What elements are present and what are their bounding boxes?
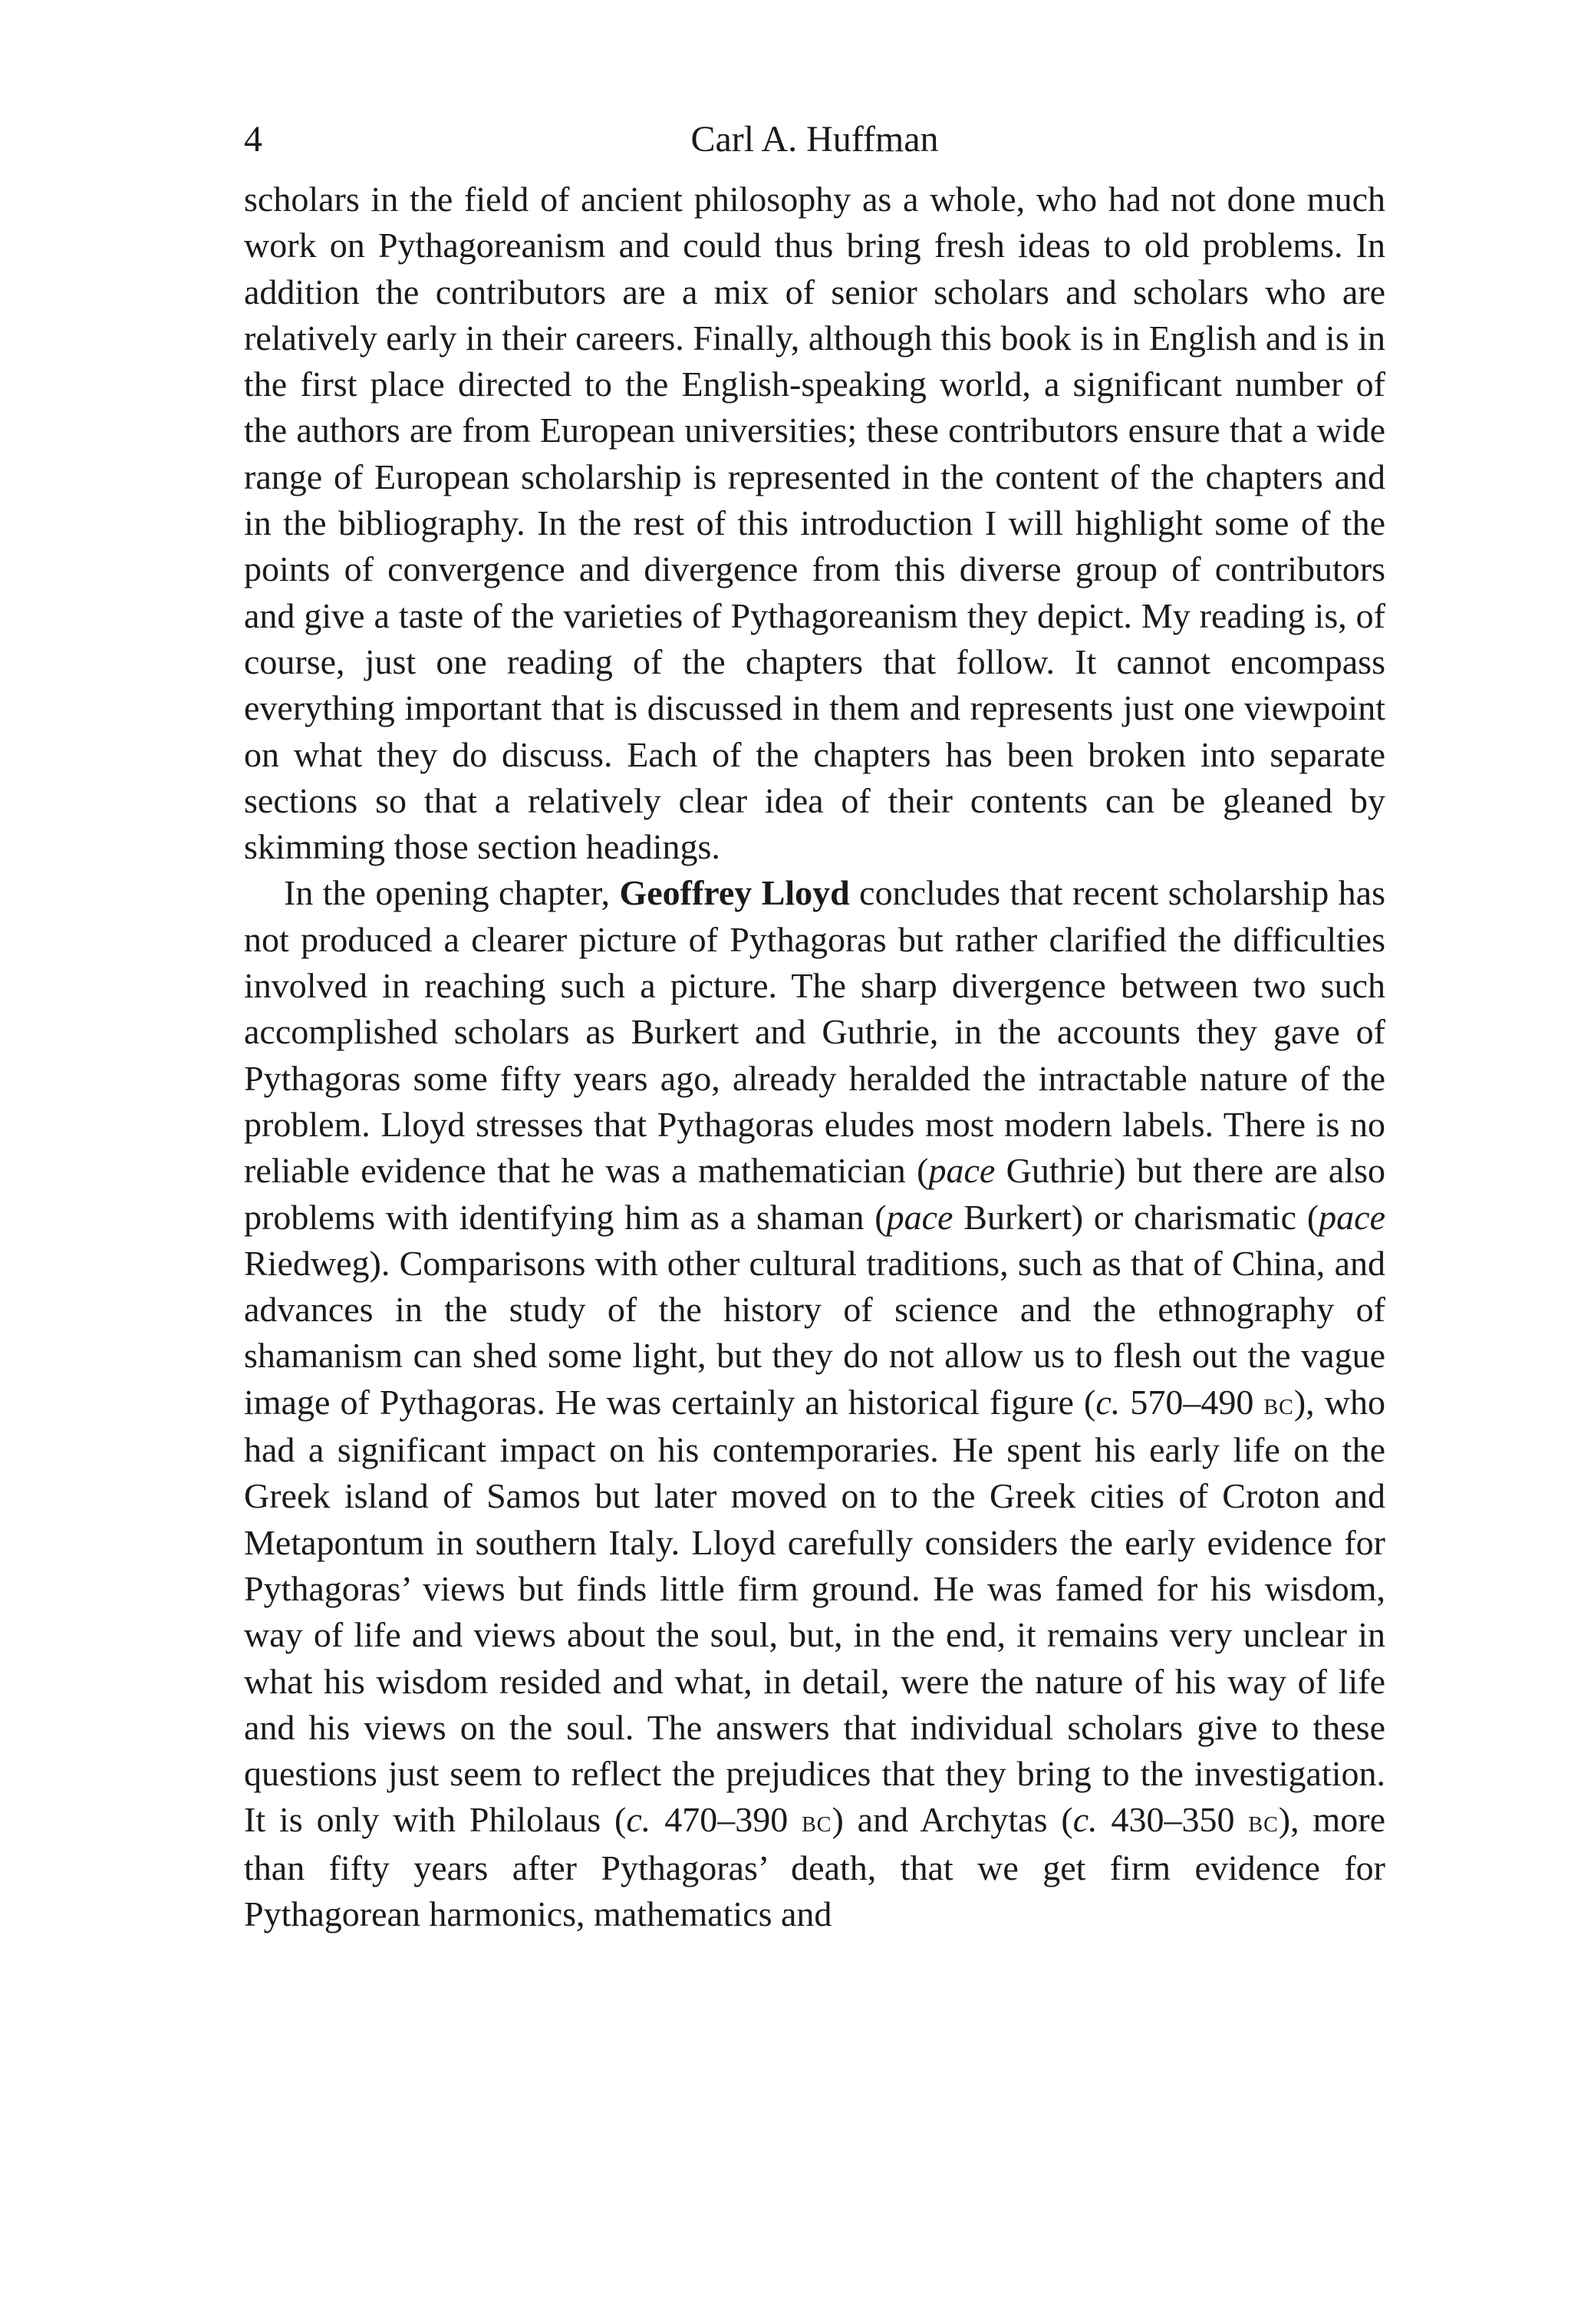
- page-number: 4: [244, 119, 262, 160]
- contributor-name: Geoffrey Lloyd: [619, 873, 850, 913]
- era-abbrev: bc: [1248, 1804, 1279, 1839]
- era-abbrev: bc: [802, 1804, 832, 1839]
- text-run: 430–350: [1097, 1800, 1249, 1840]
- page: [244, 115, 1385, 1937]
- paragraph-continuation: scholars in the field of ancient philosophy as a whole, who had not done much work on Pythagoreanism and could thus bring fresh ideas to old problems. In addition the contributors are a mix of senior scholars and scholars who are relatively early in their careers. Finally, although this book is in English and is in the first place directed to the English-speaking world, a significant number of the authors are from European universities; these contributors ensure that a wide range of European scholarship is represented in the content of the chapters and in the bibliography. In the rest of this introduction I will highlight some of the points of convergence and divergence from this diverse group of contributors and give a taste of the varieties of Pythagoreanism they depict. My reading is, of course, just one reading of the chapters that follow. It cannot encompass everything important that is discussed in them and represents just one viewpoint on what they do discuss. Each of the chapters has been broken into separate sections so that a relatively clear idea of their contents can be gleaned by skimming those section headings.: [244, 180, 1385, 867]
- body-text: [244, 176, 1385, 1937]
- text-run: In the opening chapter,: [284, 873, 620, 913]
- text-run: Guthrie) but there are also problems with identifying him as a shaman (: [244, 1151, 1385, 1237]
- text-run: ), more than fifty years after Pythagoras’ death, that we get firm evidence for Pythagorean harmonics, mathematics and: [244, 1800, 1386, 1933]
- circa-abbrev: c.: [1095, 1382, 1121, 1422]
- text-run: 570–490: [1120, 1382, 1264, 1422]
- circa-abbrev: c.: [1072, 1800, 1098, 1840]
- italic-term: pace: [928, 1151, 996, 1191]
- italic-term: pace: [1319, 1197, 1385, 1237]
- text-run: Burkert) or charismatic (: [953, 1197, 1319, 1237]
- italic-term: pace: [886, 1197, 953, 1237]
- text-run: Riedweg). Comparisons with other cultural traditions, such as that of China, and advances in the study of the history of science and the ethnography of shamanism can shed some light, but they do not allow us to flesh out the vague image of Pythagoras. He was certainly an historical figure (: [244, 1243, 1385, 1422]
- circa-abbrev: c.: [626, 1800, 651, 1840]
- running-head-author: Carl A. Huffman: [690, 119, 939, 160]
- text-run: ), who had a significant impact on his contemporaries. He spent his early life on the Greek island of Samos but later moved on to the Greek cities of Croton and Metapontum in southern Italy. Lloyd carefully considers the early evidence for Pythagoras’ views but finds little firm ground. He was famed for his wisdom, way of life and views about the soul, but, in the end, it remains very unclear in what his wisdom resided and what, in detail, were the nature of his way of life and his views on the soul. The answers that individual scholars give to these questions just seem to reflect the prejudices that they bring to the investigation. It is only with Philolaus (: [244, 1382, 1385, 1840]
- paragraph-lloyd-summary: [244, 870, 1385, 1937]
- text-run: 470–390: [650, 1800, 802, 1840]
- era-abbrev: bc: [1263, 1386, 1294, 1421]
- running-head: [244, 115, 1385, 176]
- text-run: ) and Archytas (: [832, 1800, 1073, 1840]
- text-run: concludes that recent scholarship has not produced a clearer picture of Pythagoras but rather clarified the difficulties involved in reaching such a picture. The sharp divergence between two such accomplished scholars as Burkert and Guthrie, in the accounts they gave of Pythagoras some fifty years ago, already heralded the intractable nature of the problem. Lloyd stresses that Pythagoras eludes most modern labels. There is no reliable evidence that he was a mathematician (: [244, 873, 1385, 1191]
